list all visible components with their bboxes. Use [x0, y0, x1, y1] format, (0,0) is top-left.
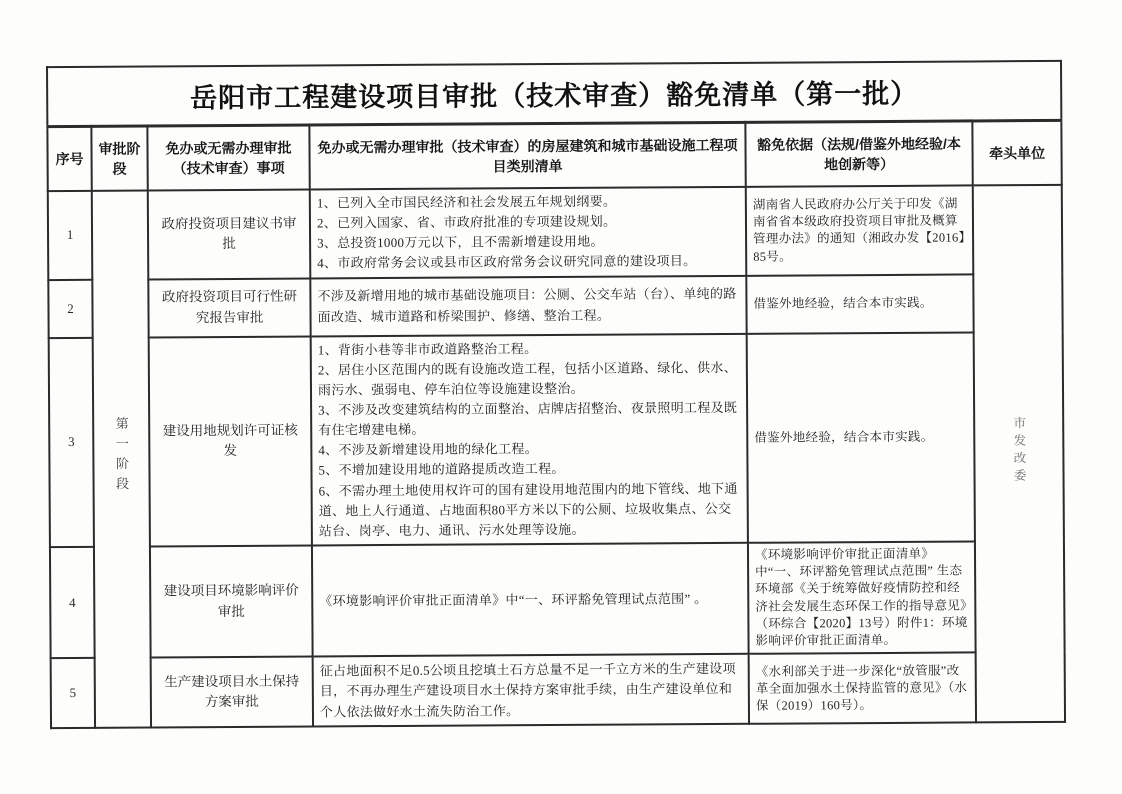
category-list-cell: 1、已列入全市国民经济和社会发展五年规划纲要。 2、已列入国家、省、市政府批准的专项建设规划。 3、总投资1000万元以下，且不需新增建设用地。 4、市政府常务会议或县市区政府常务会议研究同意的建设项目。 — [310, 187, 747, 278]
item-cell: 建设项目环境影响评价审批 — [150, 545, 313, 657]
row-number: 1 — [48, 191, 93, 280]
category-list-cell: 征占地面积不足0.5公顷且挖填土石方总量不足一千立方米的生产建设项目，不再办理生产建设项目水土保持方案审批手续，由生产建设单位和个人依法做好水土流失防治工作。 — [313, 654, 749, 727]
stage-label: 第一阶段 — [113, 416, 130, 497]
table-row — [50, 541, 1065, 659]
header-category-list: 免办或无需办理审批（技术审查）的房屋建筑和城市基础设施工程项目类别清单 — [309, 122, 745, 189]
header-exemption-basis: 豁免依据（法规/借鉴外地经验/本地创新等） — [745, 121, 972, 187]
item-cell: 生产建设项目水土保持方案审批 — [151, 657, 313, 728]
basis-cell: 《环境影响评价审批正面清单》中“一、环评豁免管理试点范围” 生态环境部《关于统筹做好疫情防控和经济社会发展生态环保工作的指导意见》（环综合【2020】13号）附件1：环境影响评价审批正面清单。 — [748, 541, 976, 654]
exemption-table — [46, 60, 1066, 730]
lead-unit-cell — [973, 185, 1065, 723]
category-list-cell: 不涉及新增用地的城市基础设施项目：公厕、公交车站（台）、单纯的路面改造、城市道路和桥梁围护、修缮、整治工程。 — [310, 275, 746, 336]
item-cell: 政府投资项目建议书审批 — [148, 189, 311, 279]
lead-unit-label: 市发改委 — [1011, 416, 1027, 487]
stage-cell — [92, 190, 151, 728]
basis-cell: 《水利部关于进一步深化“放管服”改革全面加强水土保持监管的意见》（水保（2019）160号）。 — [749, 653, 976, 724]
row-number: 2 — [48, 279, 92, 337]
table-row — [48, 185, 1063, 280]
page-title: 岳阳市工程建设项目审批（技术审查）豁免清单（第一批） — [190, 78, 919, 114]
header-lead-unit: 牵头单位 — [972, 120, 1061, 185]
table-row — [51, 652, 1065, 728]
title-row — [47, 61, 1061, 127]
document-scan-area — [46, 60, 1064, 730]
header-approval-stage: 审批阶段 — [91, 126, 147, 191]
basis-cell: 借鉴外地经验，结合本市实践。 — [746, 274, 973, 333]
header-serial-number: 序号 — [47, 126, 91, 191]
table-header-row — [47, 120, 1061, 191]
basis-cell: 湖南省人民政府办公厅关于印发《湖南省省本级政府投资项目审批及概算管理办法》的通知（湘政办发【2016】85号。 — [746, 185, 974, 275]
basis-cell: 借鉴外地经验，结合本市实践。 — [747, 332, 975, 543]
item-cell: 政府投资项目可行性研究报告审批 — [148, 278, 310, 337]
header-exempt-item: 免办或无需办理审批（技术审查）事项 — [147, 125, 309, 190]
row-number: 3 — [49, 337, 94, 547]
item-cell: 建设用地规划许可证核发 — [149, 336, 312, 546]
table-row — [48, 273, 1062, 337]
category-list-cell: 1、背街小巷等非市政道路整治工程。 2、居住小区范围内的既有设施改造工程，包括小区道路、绿化、供水、雨污水、强弱电、停车泊位等设施建设整治。 3、不涉及改变建筑结构的立面整治、店牌店招整治、夜景照明工程及既有住宅增建电梯。 4、不涉及新增建设用地的绿化工程。 5、不增加建设用地的道路提质改造工程。 6、不需办理土地使用权许可的国有建设用地范围内的地下管线、地下通道、地上人行通道、占地面积80平方米以下的公厕、垃圾收集点、公交站台、岗亭、电力、通讯、污水处理等设施。 — [311, 333, 748, 545]
category-list-cell: 《环境影响评价审批正面清单》中“一、环评豁免管理试点范围” 。 — [312, 543, 749, 657]
row-number: 5 — [51, 658, 95, 728]
table-row — [49, 331, 1064, 547]
row-number: 4 — [50, 547, 95, 659]
